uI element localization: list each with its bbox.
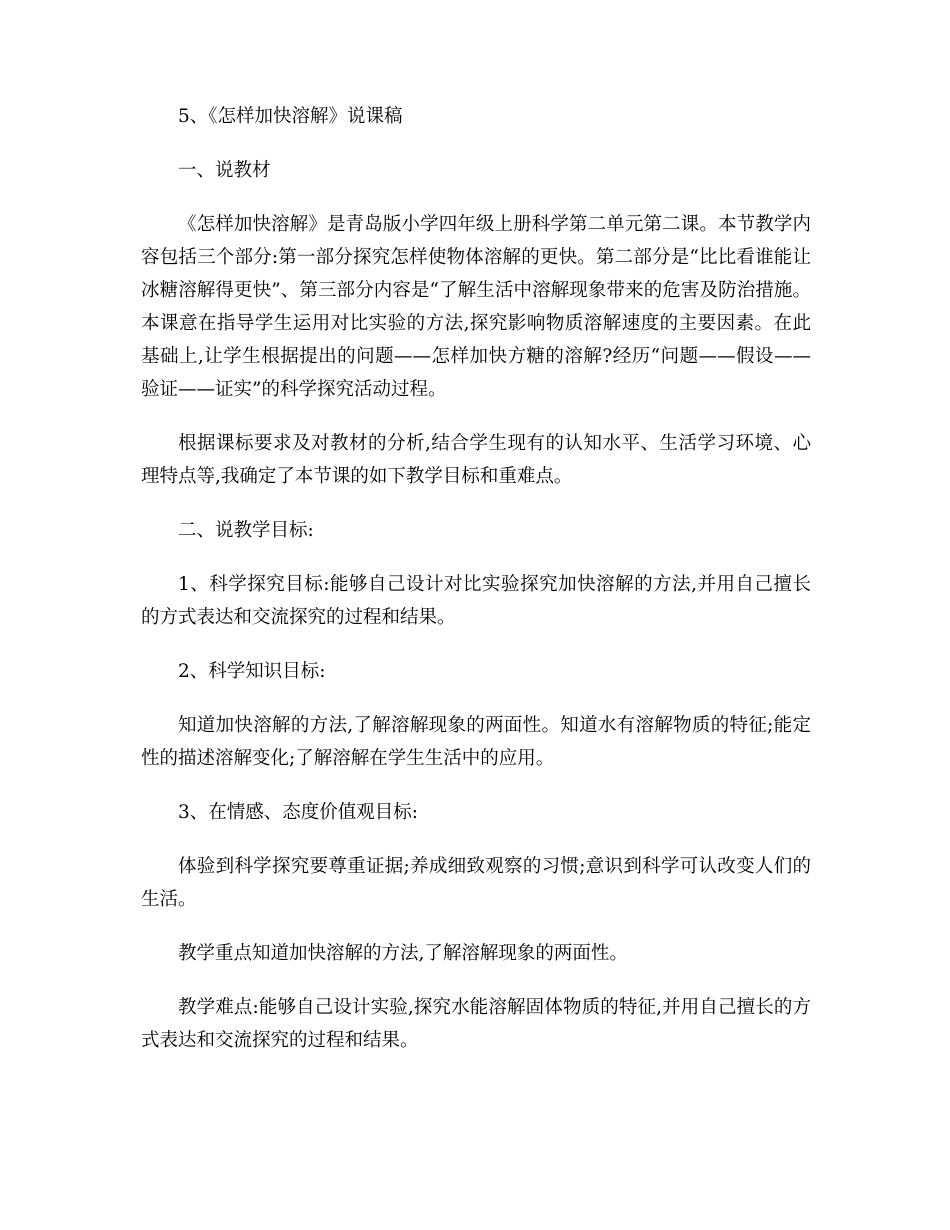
- paragraph-attitude-objective: 体验到科学探究要尊重证据;养成细致观察的习惯;意识到科学可认改变人们的生活。: [141, 856, 811, 910]
- document-body: [141, 100, 811, 1078]
- paragraph-key-point: 教学重点知道加快溶解的方法,了解溶解现象的两面性。: [178, 943, 628, 964]
- section-heading-textbook: 一、说教材: [178, 160, 271, 181]
- paragraph-textbook-intro: 《怎样加快溶解》是青岛版小学四年级上册科学第二单元第二课。本节教学内容包括三个部分:第一部分探究怎样使物体溶解的更快。第二部分是“比比看谁能让冰糖溶解得更快”、第三部分内容是“了解生活中溶解现象带来的危害及防治措施。本课意在指导学生运用对比实验的方法,探究影响物质溶解速度的主要因素。在此基础上,让学生根据提出的问题——怎样加快方糖的溶解?经历“问题——假设——验证——证实”的科学探究活动过程。: [141, 214, 811, 400]
- paragraph-curriculum-basis: 根据课标要求及对教材的分析,结合学生现有的认知水平、生活学习环境、心理特点等,我确定了本节课的如下教学目标和重难点。: [141, 433, 811, 487]
- paragraph-inquiry-objective: 1、科学探究目标:能够自己设计对比实验探究加快溶解的方法,并用自己擅长的方式表达和交流探究的过程和结果。: [141, 574, 811, 628]
- paragraph-knowledge-objective-heading: 2、科学知识目标:: [178, 661, 326, 682]
- paragraph-difficult-point: 教学难点:能够自己设计实验,探究水能溶解固体物质的特征,并用自己擅长的方式表达和交流探究的过程和结果。: [141, 997, 811, 1051]
- document-title: 5、《怎样加快溶解》说课稿: [178, 106, 403, 127]
- section-heading-objectives: 二、说教学目标:: [178, 520, 314, 541]
- paragraph-knowledge-objective: 知道加快溶解的方法,了解溶解现象的两面性。知道水有溶解物质的特征;能定性的描述溶解变化;了解溶解在学生生活中的应用。: [141, 715, 811, 769]
- paragraph-attitude-objective-heading: 3、在情感、态度价值观目标:: [178, 802, 419, 823]
